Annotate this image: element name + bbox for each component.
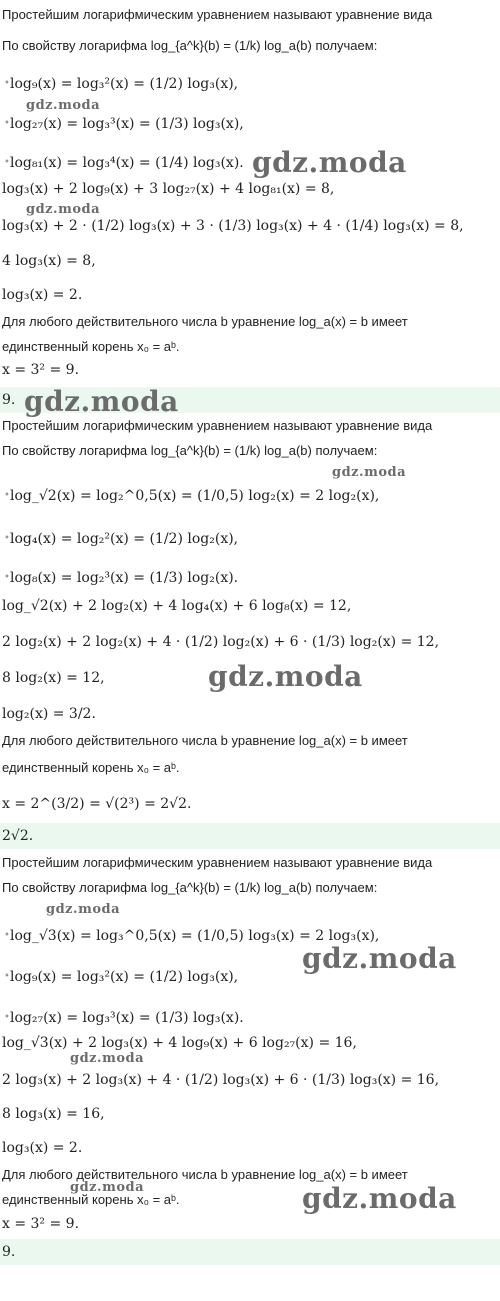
- watermark-logo: gdz.moda: [70, 1051, 145, 1066]
- intro-text: Простейшим логарифмическим уравнением называют уравнение вида: [2, 855, 433, 870]
- watermark-logo: gdz.moda: [302, 942, 457, 975]
- equation-line: log₃(x) = 2.: [2, 1140, 83, 1156]
- equation-line: log₂(x) = 3/2.: [2, 706, 96, 722]
- equation-line: 2 log₂(x) + 2 log₂(x) + 4 · (1/2) log₂(x) + 6 · (1/3) log₂(x) = 12,: [2, 634, 440, 650]
- bullet-item: • log₈(x) = log₂³(x) = (1/3) log₂(x).: [4, 570, 239, 586]
- bullet-dot-icon: •: [4, 1012, 10, 1023]
- bullet-dot-icon: •: [4, 118, 10, 129]
- bullet-item: • log₉(x) = log₃²(x) = (1/2) log₃(x),: [4, 969, 239, 985]
- equation-line: 4 log₃(x) = 8,: [2, 253, 96, 269]
- watermark-logo: gdz.moda: [332, 465, 407, 480]
- result-line: x = 3² = 9.: [2, 362, 80, 378]
- result-line: x = 2^(3/2) = √(2³) = 2√2.: [2, 796, 192, 812]
- property-text: По свойству логарифма log_{a^k}(b) = (1/k) log_a(b) получаем:: [2, 880, 378, 895]
- result-line: x = 3² = 9.: [2, 1216, 80, 1232]
- rule-text-cont: единственный корень x₀ = aᵇ.: [2, 760, 180, 775]
- bullet-dot-icon: •: [4, 157, 10, 168]
- bullet-item: • log_√2(x) = log₂^0,5(x) = (1/0,5) log₂(x) = 2 log₂(x),: [4, 488, 380, 504]
- bullet-item: • log₈₁(x) = log₃⁴(x) = (1/4) log₃(x).: [4, 155, 244, 171]
- rule-text: Для любого действительного числа b уравнение log_a(x) = b имеет: [2, 1167, 408, 1182]
- equation-line: log₃(x) + 2 log₉(x) + 3 log₂₇(x) + 4 log₈₁(x) = 8,: [2, 181, 335, 197]
- bullet-dot-icon: •: [4, 490, 10, 501]
- equation-line: log₃(x) = 2.: [2, 287, 83, 303]
- watermark-logo: gdz.moda: [26, 98, 101, 113]
- answer-text: 9.: [2, 392, 16, 408]
- watermark-logo: gdz.moda: [70, 1180, 145, 1195]
- watermark-logo: gdz.moda: [24, 385, 179, 418]
- intro-text: Простейшим логарифмическим уравнением называют уравнение вида: [2, 418, 433, 433]
- equation-line: 8 log₂(x) = 12,: [2, 670, 105, 686]
- rule-text: Для любого действительного числа b уравнение log_a(x) = b имеет: [2, 314, 408, 329]
- bullet-dot-icon: •: [4, 930, 10, 941]
- equation-line: 2 log₃(x) + 2 log₃(x) + 4 · (1/2) log₃(x) + 6 · (1/3) log₃(x) = 16,: [2, 1072, 440, 1088]
- bullet-item: • log₂₇(x) = log₃³(x) = (1/3) log₃(x).: [4, 1010, 244, 1026]
- intro-text: Простейшим логарифмическим уравнением называют уравнение вида: [2, 7, 433, 22]
- watermark-logo: gdz.moda: [208, 660, 363, 693]
- answer-band: [0, 823, 500, 849]
- bullet-dot-icon: •: [4, 572, 10, 583]
- answer-band: [0, 1239, 500, 1265]
- property-text: По свойству логарифма log_{a^k}(b) = (1/k) log_a(b) получаем:: [2, 38, 378, 53]
- property-text: По свойству логарифма log_{a^k}(b) = (1/k) log_a(b) получаем:: [2, 443, 378, 458]
- bullet-dot-icon: •: [4, 533, 10, 544]
- equation-line: 8 log₃(x) = 16,: [2, 1106, 105, 1122]
- watermark-logo: gdz.moda: [46, 902, 121, 917]
- rule-text: Для любого действительного числа b уравнение log_a(x) = b имеет: [2, 733, 408, 748]
- answer-text: 9.: [2, 1244, 16, 1260]
- bullet-item: • log₂₇(x) = log₃³(x) = (1/3) log₃(x),: [4, 116, 244, 132]
- watermark-logo: gdz.moda: [302, 1182, 457, 1215]
- bullet-dot-icon: •: [4, 78, 10, 89]
- bullet-item: • log_√3(x) = log₃^0,5(x) = (1/0,5) log₃(x) = 2 log₃(x),: [4, 928, 380, 944]
- watermark-logo: gdz.moda: [26, 202, 101, 217]
- equation-line: log₃(x) + 2 · (1/2) log₃(x) + 3 · (1/3) log₃(x) + 4 · (1/4) log₃(x) = 8,: [2, 218, 464, 234]
- rule-text-cont: единственный корень x₀ = aᵇ.: [2, 339, 180, 354]
- equation-line: log_√2(x) + 2 log₂(x) + 4 log₄(x) + 6 log₈(x) = 12,: [2, 598, 352, 614]
- answer-text: 2√2.: [2, 828, 34, 844]
- rule-text-cont: единственный корень x₀ = aᵇ.: [2, 1192, 180, 1207]
- bullet-item: • log₉(x) = log₃²(x) = (1/2) log₃(x),: [4, 76, 239, 92]
- watermark-logo: gdz.moda: [252, 146, 407, 179]
- bullet-dot-icon: •: [4, 971, 10, 982]
- bullet-item: • log₄(x) = log₂²(x) = (1/2) log₂(x),: [4, 531, 239, 547]
- equation-line: log_√3(x) + 2 log₃(x) + 4 log₉(x) + 6 log₂₇(x) = 16,: [2, 1035, 357, 1051]
